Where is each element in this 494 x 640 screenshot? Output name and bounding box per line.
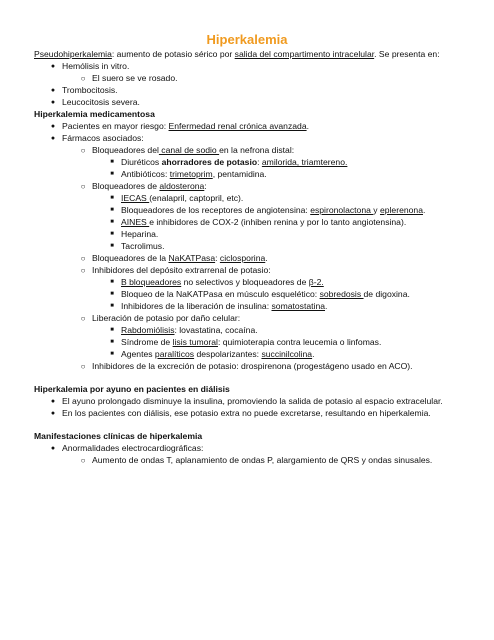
bullet-disc: ● (50, 99, 56, 106)
item-text: en la nefrona distal: (219, 145, 295, 155)
list-item-aines (110, 217, 407, 228)
item-text: Hemólisis in vitro. (62, 61, 130, 71)
bullet-circle: ○ (80, 74, 86, 83)
list-item-tacrolimus (110, 241, 165, 252)
bullet-square: ■ (110, 303, 114, 309)
item-text: Bloqueadores de los receptores de angiotensina: (121, 205, 311, 215)
bullet-square: ■ (110, 339, 114, 345)
intro-text-end: . Se presenta en: (374, 49, 440, 59)
underlined-term: paralíticos (154, 349, 195, 359)
bullet-square: ■ (110, 231, 114, 237)
list-item-aldosterona (80, 181, 207, 192)
list-item-agentes (110, 349, 315, 360)
underlined-term: sobredosis (319, 289, 364, 299)
intro-link: salida del compartimento intracelular (234, 49, 375, 59)
bullet-disc: ● (50, 445, 56, 452)
bullet-square: ■ (110, 243, 114, 249)
list-item-leucocitosis (50, 97, 140, 108)
underlined-term: ciclosporina (219, 253, 266, 263)
bullet-disc: ● (50, 63, 56, 70)
item-text: Bloqueadores del (92, 145, 159, 155)
item-text: El suero se ve rosado. (92, 73, 178, 83)
item-text: : (204, 181, 207, 191)
intro-line (34, 49, 440, 60)
underlined-term: amilorida, triamtereno. (261, 157, 348, 167)
list-item-excrecion (80, 361, 413, 372)
intro-text: : aumento de potasio sérico por (111, 49, 235, 59)
item-text: Heparina. (121, 229, 159, 239)
bullet-circle: ○ (80, 362, 86, 371)
bullet-square: ■ (110, 207, 114, 213)
list-item-canal-sodio (80, 145, 295, 156)
list-item-riesgo (50, 121, 309, 132)
item-text: Bloqueadores de (92, 181, 160, 191)
item-text: : lovastatina, cocaína. (174, 325, 258, 335)
list-item-receptores (110, 205, 426, 216)
underlined-term: NaKATPasa (168, 253, 216, 263)
item-text: Inhibidores del depósito extrarrenal de potasio: (92, 265, 271, 275)
item-text: Anormalidades electrocardiográficas: (62, 443, 204, 453)
bullet-square: ■ (110, 351, 114, 357)
underlined-term: somatostatina (271, 301, 326, 311)
underlined-term: B bloqueadores (121, 277, 182, 287)
underlined-term: AINES (121, 217, 150, 227)
list-item-ayuno-1 (50, 396, 443, 407)
list-item-diureticos (110, 157, 348, 168)
list-item-deposito (80, 265, 271, 276)
item-text: Tacrolimus. (121, 241, 165, 251)
bullet-disc: ● (50, 410, 56, 417)
bullet-disc: ● (50, 123, 56, 130)
list-item-b-bloqueadores (110, 277, 324, 288)
bullet-circle: ○ (80, 456, 86, 465)
list-item-insulina (110, 301, 328, 312)
item-text: Leucocitosis severa. (62, 97, 140, 107)
bullet-disc: ● (50, 398, 56, 405)
item-text: Pacientes en mayor riesgo: (62, 121, 169, 131)
section-heading-medicamentosa: Hiperkalemia medicamentosa (34, 109, 155, 119)
list-item-ondas (80, 455, 433, 466)
list-item-liberacion (80, 313, 241, 324)
underlined-term: IECAS (121, 193, 150, 203)
underlined-term: trimetoprim (169, 169, 213, 179)
underlined-term: Enfermedad renal crónica avanzada (168, 121, 307, 131)
list-item-heparina (110, 229, 159, 240)
term-pseudohiperkalemia: Pseudohiperkalemia (34, 49, 112, 59)
item-text: Antibióticos: (121, 169, 170, 179)
item-text: Inhibidores de la excreción de potasio: drospirenona (progestágeno usado en ACO). (92, 361, 413, 371)
item-text: El ayuno prolongado disminuye la insulina, promoviendo la salida de potasio al espacio extracelular. (62, 396, 443, 406)
item-text: : quimioterapia contra leucemia o linfomas. (217, 337, 382, 347)
item-text: , pentamidina. (212, 169, 267, 179)
item-text: de digoxina. (363, 289, 410, 299)
bullet-square: ■ (110, 279, 114, 285)
item-text: e inhibidores de COX-2 (inhiben renina y por lo tanto angiotensina). (149, 217, 407, 227)
underlined-term: β-2. (308, 277, 324, 287)
list-item-anormalidades (50, 443, 204, 454)
bullet-square: ■ (110, 171, 114, 177)
item-text: Aumento de ondas T, aplanamiento de ondas P, alargamiento de QRS y ondas sinusales. (92, 455, 433, 465)
bullet-square: ■ (110, 219, 114, 225)
item-text: Diuréticos (121, 157, 162, 167)
list-item-trombocitosis (50, 85, 118, 96)
underlined-term: Rabdomiólisis (121, 325, 175, 335)
item-text: (enalapril, captopril, etc). (149, 193, 244, 203)
bullet-disc: ● (50, 87, 56, 94)
item-text: . (325, 301, 328, 311)
list-item-nakatpasa (80, 253, 268, 264)
item-text: Agentes (121, 349, 155, 359)
item-text: despolarizantes: (194, 349, 262, 359)
item-text: . (265, 253, 268, 263)
bullet-circle: ○ (80, 146, 86, 155)
item-text: Bloqueo de la NaKATPasa en músculo esquelético: (121, 289, 320, 299)
section-heading-ayuno: Hiperkalemia por ayuno en pacientes en diálisis (34, 384, 230, 394)
item-text: . (312, 349, 315, 359)
list-item-farmacos (50, 133, 144, 144)
list-item-antibioticos (110, 169, 267, 180)
bullet-square: ■ (110, 291, 114, 297)
bullet-square: ■ (110, 195, 114, 201)
item-text: . (422, 205, 426, 215)
underlined-term: espironolactona (310, 205, 374, 215)
section-heading-clinicas: Manifestaciones clínicas de hiperkalemia (34, 431, 203, 441)
item-text: : (257, 157, 262, 167)
list-item-ayuno-2 (50, 408, 431, 419)
item-text: Fármacos asociados: (62, 133, 144, 143)
underlined-term: eplerenona (379, 205, 423, 215)
list-item-lisis-tumoral (110, 337, 382, 348)
item-text: Bloqueadores de la (92, 253, 169, 263)
bullet-disc: ● (50, 135, 56, 142)
item-text: y (373, 205, 380, 215)
bullet-circle: ○ (80, 254, 86, 263)
underlined-term: aldosterona (159, 181, 205, 191)
list-item-digoxina (110, 289, 410, 300)
bullet-circle: ○ (80, 314, 86, 323)
item-text: : (215, 253, 220, 263)
item-text: Trombocitosis. (62, 85, 118, 95)
underlined-term: lisis tumoral (172, 337, 218, 347)
item-text: no selectivos y bloqueadores de (181, 277, 309, 287)
list-item-iecas (110, 193, 244, 204)
item-text: Liberación de potasio por daño celular: (92, 313, 241, 323)
page-title: Hiperkalemia (206, 32, 288, 47)
underlined-term: canal de sodio (158, 145, 220, 155)
list-item-hemolisis (50, 61, 130, 72)
bullet-circle: ○ (80, 182, 86, 191)
bullet-square: ■ (110, 327, 114, 333)
item-text: Síndrome de (121, 337, 173, 347)
list-item-rabdomiolisis (110, 325, 258, 336)
bullet-circle: ○ (80, 266, 86, 275)
item-text: En los pacientes con diálisis, ese potasio extra no puede excretarse, resultando en hiperkalemia. (62, 408, 431, 418)
item-text: Inhibidores de la liberación de insulina: (121, 301, 272, 311)
bold-term: ahorradores de potasio (161, 157, 258, 167)
underlined-term: succinilcolina (261, 349, 313, 359)
bullet-square: ■ (110, 159, 114, 165)
item-text: . (306, 121, 309, 131)
list-item-suero (80, 73, 178, 84)
